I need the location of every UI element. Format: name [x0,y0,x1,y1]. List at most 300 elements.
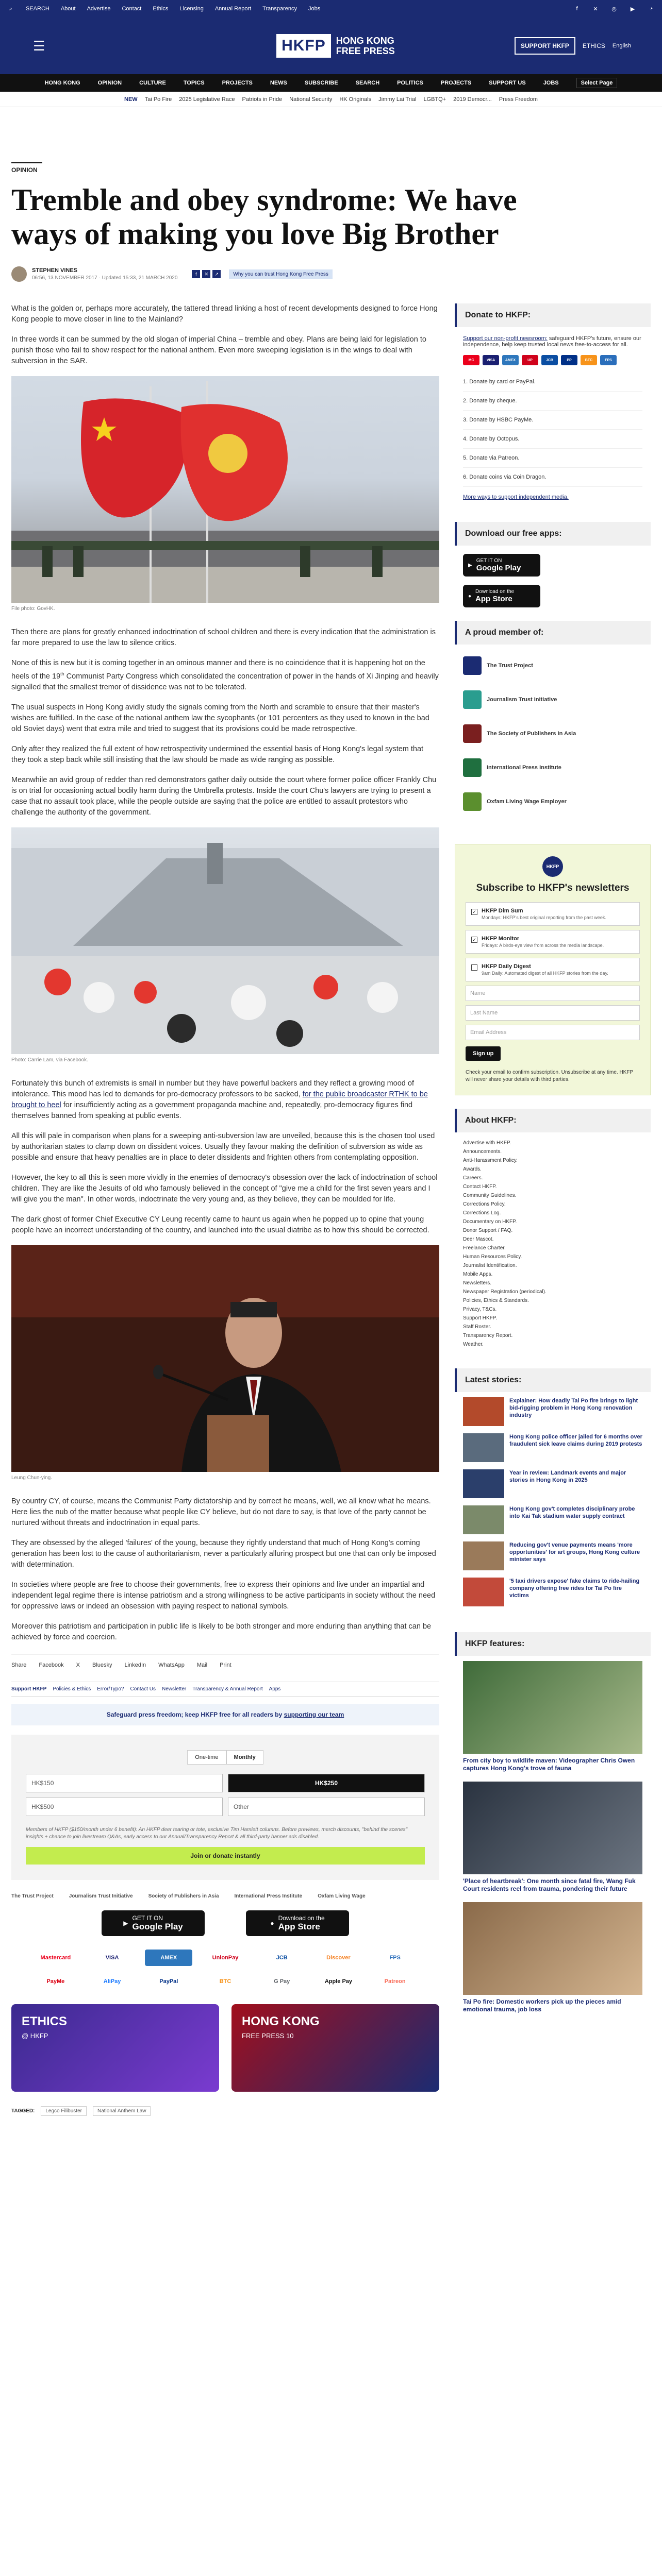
paragraph-text: Communist Party Congress which consolidated the concentration of power in the hands of Xi Jinping and heavily signalled that the smallest tremor of dissidence was not to be tolerated. [11,672,439,691]
story-title: Hong Kong police officer jailed for 6 months over fraudulent sick leave claims during 2019 protests [509,1434,642,1447]
paragraph: In societies where people are free to choose their governments, free to express their opinions and live under an impartial and independent legal regime there is intense patriotism and a strong willingness to be active participants in society without the need for oppressive laws or indeed an obsession with paying respect to national symbols. [11,1580,436,1611]
member-item[interactable] [463,653,642,679]
newsletter-name: HKFP Monitor [482,936,520,942]
payment-logo: BTC [219,1978,231,1985]
more-ways-link[interactable]: More ways to support independent media. [463,494,569,500]
email-input[interactable]: Email Address [466,1025,640,1040]
amount-option-selected[interactable]: HK$250 [228,1774,425,1792]
about-link[interactable]: Weather. [463,1342,484,1347]
story-thumbnail [463,1578,504,1606]
story-item[interactable] [463,1505,642,1534]
membership-logos [11,1893,439,1899]
newsletter-option[interactable] [466,958,640,981]
amount-other-input[interactable]: Other [228,1798,425,1816]
share-x-button[interactable]: X [76,1662,80,1668]
card-logo: UP [522,355,538,365]
photo-caption: File photo: GovHK. [11,606,55,612]
hkfp-anniversary-banner[interactable] [231,2004,439,2092]
sign-up-button[interactable]: Sign up [466,1046,501,1061]
photo-leung-chun-ying [11,1245,439,1472]
top-link-annual-report[interactable]: Annual Report [214,6,252,12]
main-nav [0,74,662,92]
features-heading: HKFP features: [455,1632,651,1656]
publish-date: 06:56, 13 NOVEMBER 2017 · Updated 15:33, 21 MARCH 2020 [32,275,178,281]
story-thumbnail [463,1541,504,1570]
photo-flag-ceremony [11,376,439,603]
about-link[interactable]: Deer Mascot. [463,1236,494,1242]
page-select[interactable]: Select Page [576,78,618,88]
card-logo: FPS [600,355,617,365]
payment-logo: JCB [276,1954,288,1961]
trending-item[interactable]: 2025 Legislative Race [179,96,235,103]
banner-subtitle: FREE PRESS 10 [242,2031,294,2040]
member-name: The Trust Project [487,663,533,669]
newsletter-signup [455,844,651,1095]
about-link[interactable]: Corrections Log. [463,1210,501,1216]
trending-item[interactable]: Press Freedom [499,96,538,103]
story-title: Reducing gov't venue payments means 'more opportunities' for art groups, Hong Kong culture minister says [509,1542,640,1563]
story-thumbnail [463,1433,504,1462]
banner-title: HONG KONG [242,2014,320,2028]
top-link-contact[interactable]: Contact [122,6,142,12]
about-link[interactable]: Newspaper Registration (periodical). [463,1289,547,1295]
tagged-label: TAGGED: [11,2108,35,2114]
about-link[interactable]: Anti-Harassment Policy. [463,1158,518,1163]
nav-news[interactable]: NEWS [270,80,287,86]
support-hkfp-button[interactable]: SUPPORT HKFP [515,37,575,55]
feature-image [463,1661,642,1754]
nav-topics[interactable]: TOPICS [183,80,205,86]
support-team-link[interactable]: supporting our team [284,1710,344,1718]
feature-image [463,1902,642,1995]
app-store-badges [11,1910,439,1936]
safeguard-banner [11,1704,439,1725]
about-link[interactable]: Careers. [463,1175,483,1181]
newsletter-desc: 9am Daily: Automated digest of all HKFP stories from the day. [482,971,608,976]
latest-stories [455,1392,651,1619]
x-icon[interactable]: ✕ [202,270,210,278]
payment-logo: Patreon [384,1978,406,1985]
support-hkfp-link[interactable]: Support HKFP [11,1686,47,1692]
speaker-illustration [11,1245,439,1472]
sopa-icon [463,724,482,743]
byline-text [32,267,177,281]
newsletter-option-text [482,963,608,976]
photo-caption: Photo: Carrie Lam, via Facebook. [11,1057,88,1063]
feature-title: From city boy to wildlife maven: Videographer Chris Owen captures Hong Kong's trove of fauna [463,1757,635,1772]
story-thumbnail [463,1469,504,1498]
nav-politics[interactable]: POLITICS [397,80,423,86]
member-name: Oxfam Living Wage Employer [487,799,567,805]
nav-culture[interactable]: CULTURE [139,80,166,86]
checkbox[interactable]: ✓ [471,909,477,915]
apps-heading: Download our free apps: [455,522,651,546]
paragraph: However, the key to all this is seen more vividly in the enemies of democracy's obsession over the lack of indoctrination of school children. They are like the Jesuits of old who famously believed in the concept of "give me a child for the first seven years and I will give you the man". In other words, indoctrinate the very young and, as they believe, they can be moulded for life. [11,1173,438,1204]
feature-item[interactable] [463,1661,642,1772]
member-name: Journalism Trust Initiative [487,697,557,703]
share-linkedin-button[interactable]: LinkedIn [124,1662,146,1668]
jti-icon [463,690,482,709]
tag[interactable]: Legco Filibuster [41,2106,87,2116]
newsletter-desc: Fridays: A birds-eye view from across the media landscape. [482,943,604,948]
paragraph-text: None of this is new but it is coming together in an ominous manner and there is no coincidence that it is happening hot on the heels of the 19 [11,659,425,681]
payment-logo: PayPal [159,1978,178,1985]
story-item[interactable] [463,1433,642,1462]
about-link[interactable]: Mobile Apps. [463,1272,493,1277]
google-play-badge[interactable] [102,1910,205,1936]
banner-subtitle: @ HKFP [22,2031,48,2040]
story-title: Year in review: Landmark events and major stories in Hong Kong in 2025 [509,1470,626,1483]
newsletter-option-text [482,908,606,920]
paragraph: Moreover this patriotism and participation in public life is likely to be both stronger and more enduring than anything that can be achieved by force and coercion. [11,1622,432,1641]
footer-link[interactable]: Transparency & Annual Report [192,1686,263,1692]
about-link[interactable]: Documentary on HKFP. [463,1219,517,1225]
badge-small-text: Download on the [475,589,515,595]
paragraph: They are obsessed by the alleged 'failures' of the young, because they rightly understand that much of Hong Kong's coming generation has been lost to the cause of authoritarianism, never a particularly alluring prospect but one that can only be imposed with determination. [11,1538,436,1569]
paragraph: Only after they realized the full extent of how retrospectivity undermined the essential basis of Hong Kong's legal system that they took a step back while still insisting that the law should be made as wide ranging as possible. [11,744,424,764]
ethics-banner[interactable] [11,2004,219,2092]
updated-date-text: Updated 15:33, 21 MARCH 2020 [102,275,178,281]
flag-illustration [11,376,439,603]
banner-title: ETHICS [22,2014,68,2028]
donation-method[interactable]: 5. Donate via Patreon. [463,449,642,468]
newsletter-name: HKFP Dim Sum [482,908,523,914]
ipi-icon [463,758,482,777]
oxfam-icon [463,792,482,811]
app-store-button[interactable] [463,585,540,607]
member-item[interactable] [463,755,642,781]
rthk-article-link[interactable]: for the public broadcaster RTHK to be brought to heel [11,1090,428,1109]
article-title: Tremble and obey syndrome: We have ways of making you love Big Brother [11,183,517,251]
feature-image [463,1782,642,1874]
trending-item[interactable]: HK Originals [339,96,372,103]
join-donate-button[interactable]: Join or donate instantly [26,1847,425,1865]
menu-icon[interactable]: ☰ [33,38,45,54]
footer-link[interactable]: Error/Typo? [97,1686,124,1692]
paragraph: In three words it can be summed by the old slogan of imperial China – tremble and obey. Plans are being laid for legislation to punish those who fail to show respect for the national anthem. Even more sweeping legislation is in the wings to deal with subversion in the SAR. [11,335,426,365]
google-play-label [476,558,521,572]
about-link[interactable]: Newsletters. [463,1280,492,1286]
card-logo: PP [561,355,577,365]
donate-description: safeguard HKFP's future, ensure our independence, help keep trusted local news free-to-access for all. [463,335,641,348]
payment-logo: PayMe [46,1978,65,1985]
about-link[interactable]: Contact HKFP. [463,1184,497,1190]
member-logo[interactable]: International Press Institute [234,1893,303,1899]
nav-subscribe[interactable]: SUBSCRIBE [304,80,338,86]
x-icon[interactable]: ✕ [593,6,598,12]
about-link[interactable]: Privacy, T&Cs. [463,1307,497,1312]
newsletter-option[interactable] [466,902,640,926]
donation-method[interactable]: 3. Donate by HSBC PayMe. [463,411,642,430]
trending-new-label: NEW [124,96,138,103]
share-icon[interactable]: ↗ [212,270,221,278]
payment-logo: FPS [389,1954,401,1961]
badge-small-text: GET IT ON [132,1914,163,1922]
payment-logo: Discover [326,1954,351,1961]
paragraph-text: for insufficiently acting as a government propaganda machine and, repeatedly, pro-democracy figures find themselves banned from speaking at public events. [11,1100,413,1120]
app-store-label [475,589,514,603]
badge-small-text: GET IT ON [476,558,502,564]
badge-big-text: Google Play [476,564,521,572]
share-bar [11,1654,439,1668]
story-title: Explainer: How deadly Tai Po fire brings to light bid-rigging problem in Hong Kong renovation industry [509,1398,638,1418]
badge-big-text: Google Play [132,1921,183,1931]
donation-method[interactable]: 6. Donate coins via Coin Dragon. [463,468,642,487]
paragraph [11,658,439,693]
story-item[interactable] [463,1578,642,1606]
newsletter-option-text [482,936,604,948]
youtube-icon[interactable]: ▶ [630,6,635,12]
paragraph: What is the golden or, perhaps more accurately, the tattered thread linking a host of recent developments designed to force Hong Kong people to move closer in line to the Mainland? [11,304,438,324]
footer-link[interactable]: Contact Us [130,1686,156,1692]
payment-logo: UnionPay [212,1954,239,1961]
top-link-about[interactable]: About [60,6,76,12]
play-icon: ▶ [468,562,472,568]
about-link[interactable]: Donor Support / FAQ. [463,1228,513,1233]
about-link[interactable]: Corrections Policy. [463,1201,506,1207]
paragraph-text: Fortunately this bunch of extremists is small in number but they have powerful backers and they reflect a growing mood of intolerance. This mood has led to demands for pro-democracy professors to be sacked, [11,1079,414,1098]
checkbox[interactable]: ✓ [471,937,477,943]
header-actions [515,37,631,55]
about-link[interactable]: Journalist Identification. [463,1263,517,1268]
trending-item[interactable]: Patriots in Pride [242,96,283,103]
apple-icon: ● [270,1919,274,1927]
feature-item[interactable] [463,1782,642,1893]
play-icon: ▶ [123,1919,128,1927]
newsletter-option[interactable] [466,930,640,954]
trending-item[interactable]: LGBTQ+ [423,96,446,103]
publish-date-text: 06:56, 13 NOVEMBER 2017 [32,275,97,281]
share-label: Share [11,1662,27,1668]
proud-member-heading: A proud member of: [455,621,651,645]
content-columns [11,303,651,2116]
member-item[interactable] [463,687,642,713]
newsletter-heading: Subscribe to HKFP's newsletters [476,883,630,893]
article-category[interactable]: OPINION [11,162,42,174]
about-link[interactable]: Policies, Ethics & Standards. [463,1298,529,1303]
top-link-transparency[interactable]: Transparency [262,6,297,12]
tag[interactable]: National Anthem Law [93,2106,151,2116]
ethics-link[interactable]: ETHICS [582,42,605,49]
trending-item[interactable]: Jimmy Lai Trial [378,96,417,103]
rss-icon[interactable]: ◔ [649,6,653,12]
paragraph: The dark ghost of former Chief Executive CY Leung recently came to haunt us again when he popped up to opine that young people have an incorrect understanding of the country, and launched into the usual diatribe as to how this should be corrected. [11,1215,429,1234]
app-store-badge[interactable] [246,1910,349,1936]
feature-title: 'Place of heartbreak': One month since fatal fire, Wang Fuk Court residents reel from trauma, pondering their future [463,1877,636,1892]
app-store-text [278,1914,325,1932]
member-item[interactable] [463,789,642,815]
trending-bar [0,92,662,107]
about-link[interactable]: Advertise with HKFP. [463,1140,511,1146]
google-play-text [132,1914,183,1932]
latest-heading: Latest stories: [455,1368,651,1392]
member-logo[interactable]: Society of Publishers in Asia [148,1893,219,1899]
payment-logo: AliPay [103,1978,121,1985]
top-link-search[interactable]: SEARCH [26,6,49,12]
amount-options [26,1774,425,1816]
share-bluesky-button[interactable]: Bluesky [92,1662,112,1668]
nav-projects-2[interactable]: PROJECTS [440,80,472,86]
top-link-ethics[interactable]: Ethics [153,6,169,12]
amount-option[interactable]: HK$500 [26,1798,223,1816]
member-name: The Society of Publishers in Asia [487,731,576,737]
card-logo: VISA [483,355,499,365]
instagram-icon[interactable]: ◎ [611,6,617,12]
feature-stories [455,1656,651,2028]
member-logo[interactable]: Journalism Trust Initiative [69,1893,133,1899]
card-logo: MC [463,355,479,365]
donation-method[interactable]: 1. Donate by card or PayPal. [463,372,642,392]
card-logos [463,355,642,365]
member-name: International Press Institute [487,765,561,771]
language-select[interactable]: English [612,43,631,49]
share-mail-button[interactable]: Mail [196,1662,208,1668]
story-item[interactable] [463,1541,642,1570]
name-input[interactable]: Name [466,986,640,1001]
newsletter-name: HKFP Daily Digest [482,963,531,970]
member-logo[interactable]: Oxfam Living Wage [318,1893,366,1899]
payment-logo: Mastercard [40,1954,71,1961]
support-newsroom-link[interactable]: Support our non-profit newsroom: [463,335,548,342]
google-play-button[interactable] [463,554,540,577]
donate-heading: Donate to HKFP: [455,303,651,327]
story-title: Hong Kong gov't completes disciplinary probe into Kai Tak stadium water supply contract [509,1506,635,1519]
donation-method[interactable]: 4. Donate by Octopus. [463,430,642,449]
nav-jobs[interactable]: JOBS [543,80,559,86]
trending-item[interactable]: 2019 Democr... [453,96,492,103]
footer-link[interactable]: Policies & Ethics [53,1686,91,1692]
logo-text-line-1: HONG KONG [336,36,394,46]
checkbox[interactable] [471,964,477,971]
about-link[interactable]: Freelance Charter. [463,1245,506,1251]
hkfp-badge: HKFP [542,856,563,877]
why-trust-link[interactable]: Why you can trust Hong Kong Free Press [229,269,333,279]
payment-logo: Apple Pay [324,1978,353,1985]
facebook-icon[interactable]: f [192,270,200,278]
one-time-tab[interactable]: One-time [187,1750,226,1765]
badge-small-text: Download on the [278,1914,325,1922]
nav-support-us[interactable]: SUPPORT US [489,80,526,86]
donation-methods [463,372,642,487]
donation-widget [11,1735,439,1880]
share-facebook-button[interactable]: Facebook [39,1662,64,1668]
nav-projects[interactable]: PROJECTS [222,80,253,86]
nav-opinion[interactable]: OPINION [97,80,122,86]
logo-mark: HKFP [276,34,331,58]
about-link[interactable]: Announcements. [463,1149,502,1155]
trust-project-icon [463,656,482,675]
feature-title: Tai Po fire: Domestic workers pick up the pieces amid emotional trauma, job loss [463,1998,621,2013]
member-item[interactable] [463,721,642,747]
safeguard-text: Safeguard press freedom; keep HKFP free for all readers by [106,1710,284,1718]
paragraph: The usual suspects in Hong Kong avidly study the signals coming from the North and scramble to ensure that their master's wishes are fulfilled. In the case of the national anthem law the sycophants (or 101 percenters as they used to known in the bad old Soviet days) went that extra mile and tried to suggest that its provisions could be made retrospective. [11,703,429,733]
trending-item[interactable]: Tai Po Fire [144,96,172,103]
byline-share-icons [192,270,221,278]
paragraph: Meanwhile an avid group of redder than red demonstrators gather daily outside the court where former police officer Frankly Chu is on trial for occasioning actual bodily harm during the Umbrella protests. Inside the court Chu's lawyers are trying to present a case that no assault took place, while the people outside are saying that the police are entitled to assault protestors who challenge the authority of the government. [11,775,437,817]
member-logo[interactable]: The Trust Project [11,1893,54,1899]
subscription-note: Check your email to confirm subscription. Unsubscribe at any time. HKFP will never share your details with third parties. [466,1070,633,1082]
payment-methods [11,1950,439,1990]
ship-illustration [11,827,439,1054]
share-whatsapp-button[interactable]: WhatsApp [158,1662,185,1668]
site-logo[interactable] [276,34,395,58]
photo-naval-visit [11,827,439,1054]
story-title: '5 taxi drivers expose' fake claims to ride-hailing company offering free rides for Tai Po fire victims [509,1578,640,1599]
nav-hong-kong[interactable]: HONG KONG [44,80,80,86]
paragraph [11,1078,439,1122]
newsletter-desc: Mondays: HKFP's best original reporting from the past week. [482,915,606,920]
card-logo: JCB [541,355,558,365]
about-link[interactable]: Human Resources Policy. [463,1254,522,1260]
story-item[interactable] [463,1397,642,1426]
badge-big-text: App Store [278,1921,320,1931]
footer-link[interactable]: Newsletter [161,1686,187,1692]
author-name[interactable]: STEPHEN VINES [32,267,78,274]
card-logo: AMEX [502,355,519,365]
about-link[interactable]: Support HKFP. [463,1315,497,1321]
paragraph: All this will pale in comparison when plans for a sweeping anti-subversion law are unveiled, because this is the chosen tool used by authoritarian states to clamp down on dissident voices. Usually they favour making the definition of subversion as wide as possible and ensure that heavy penalties are in place to deter dissidents and frighten others from contemplating opposition. [11,1131,435,1162]
top-link-licensing[interactable]: Licensing [179,6,204,12]
proud-member-list [455,645,651,831]
about-link[interactable]: Staff Roster. [463,1324,491,1330]
author-avatar [11,266,27,282]
paragraph: By country CY, of course, means the Communist Party dictatorship and by correct he means, well, we all know what he means. Here lies the nub of the matter because what people like CY believe, but do not dare to say, is that love of the party cannot be nurtured without threats and indoctrination in equal parts. [11,1497,431,1527]
donation-method[interactable]: 2. Donate by cheque. [463,392,642,411]
donate-panel [455,327,651,509]
about-link[interactable]: Transparency Report. [463,1333,513,1338]
search-icon[interactable]: ⌕ [9,5,13,12]
trending-item[interactable]: National Security [289,96,333,103]
payment-logo: AMEX [145,1950,192,1966]
card-logo: BTC [581,355,597,365]
facebook-icon[interactable]: f [576,6,578,12]
page-wrapper [11,162,651,2116]
about-link[interactable]: Community Guidelines. [463,1193,517,1198]
story-thumbnail [463,1505,504,1534]
about-link[interactable]: Awards. [463,1166,482,1172]
amount-option[interactable]: HK$150 [26,1774,223,1792]
ordinal-suffix: th [60,671,64,676]
payment-logo: VISA [105,1954,119,1961]
promo-banners [11,2004,439,2092]
payment-logo: G Pay [274,1978,290,1985]
site-header [0,18,662,74]
paragraph: Then there are plans for greatly enhanced indoctrination of school children and there is every indication that the administration is far more prepared to use the law to silence critics. [11,628,436,647]
feature-item[interactable] [463,1902,642,2013]
top-link-jobs[interactable]: Jobs [308,6,321,12]
tag-list [11,2106,439,2116]
footer-link[interactable]: Apps [269,1686,281,1692]
last-name-input[interactable]: Last Name [466,1005,640,1021]
logo-text-line-2: FREE PRESS [336,46,395,56]
article-footer-links [11,1682,439,1697]
article-body [11,303,439,2116]
logo-wordmark [336,36,395,56]
top-utility-bar [0,0,662,18]
frequency-toggle [26,1750,425,1765]
nav-search[interactable]: SEARCH [355,80,380,86]
story-item[interactable] [463,1469,642,1498]
about-links [455,1132,651,1355]
story-thumbnail [463,1397,504,1426]
membership-note: Members of HKFP ($150/month under 6 benefit): An HKFP deer tearing or tote, exclusive Tim Hamlett columns. Before previews, merch discounts, "behind the scenes" insights + chance to join livestream Q&As, early access to our Annual/Transparency Report & all third-party banner ads disabled. [26,1826,408,1840]
monthly-tab[interactable]: Monthly [226,1750,263,1765]
byline [11,266,651,282]
top-link-advertise[interactable]: Advertise [87,6,111,12]
photo-caption: Leung Chun-ying. [11,1475,52,1481]
about-heading: About HKFP: [455,1109,651,1132]
share-print-button[interactable]: Print [220,1662,231,1668]
